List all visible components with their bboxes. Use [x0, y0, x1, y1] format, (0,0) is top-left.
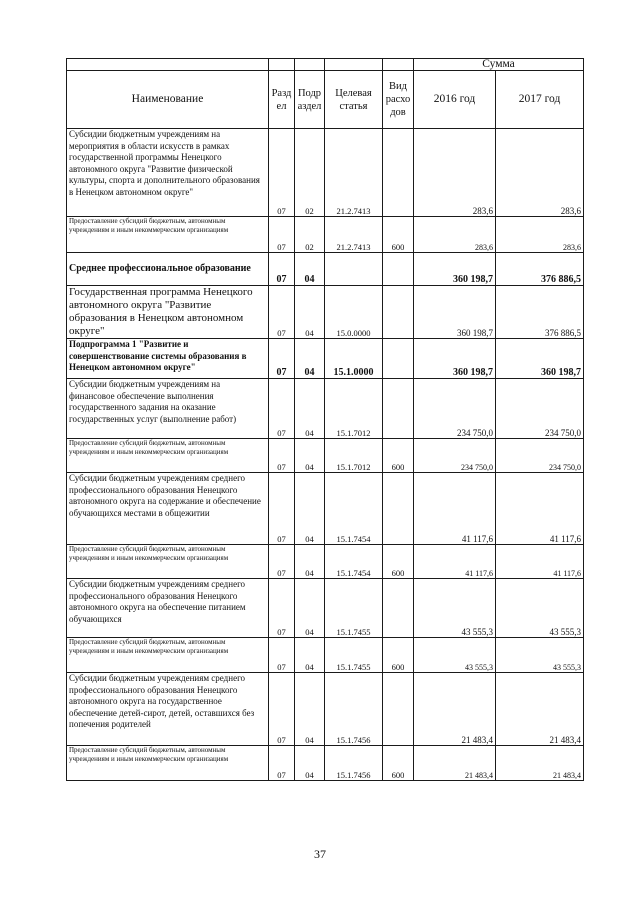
table-row	[67, 379, 584, 439]
row-sum-2017: 234 750,0	[496, 439, 584, 473]
table-row	[67, 673, 584, 746]
row-name: Предоставление субсидий бюджетным, автономным учреждениям и иным некоммерческим организациям	[67, 439, 269, 473]
header-name: Наименование	[67, 71, 269, 129]
row-type	[383, 579, 414, 638]
row-section: 07	[269, 579, 295, 638]
row-target	[325, 253, 383, 286]
row-subsection: 04	[295, 545, 325, 579]
row-sum-2016: 360 198,7	[414, 339, 496, 379]
row-type	[383, 286, 414, 339]
row-sum-2016: 234 750,0	[414, 439, 496, 473]
row-sum-2017: 21 483,4	[496, 746, 584, 781]
row-sum-2017: 43 555,3	[496, 638, 584, 673]
row-section: 07	[269, 473, 295, 545]
row-sum-2016: 41 117,6	[414, 545, 496, 579]
header-type: Вид расхо дов	[383, 71, 414, 129]
row-sum-2016: 360 198,7	[414, 253, 496, 286]
header-subsection: Подр аздел	[295, 71, 325, 129]
row-name: Среднее профессиональное образование	[67, 253, 269, 286]
header-sum: Сумма	[414, 59, 584, 71]
row-name: Субсидии бюджетным учреждениям среднего профессионального образования Ненецкого автономного округа на содержание и обеспечение обучающихся местами в общежитии	[67, 473, 269, 545]
row-target: 21.2.7413	[325, 129, 383, 217]
row-type: 600	[383, 638, 414, 673]
row-sum-2017: 360 198,7	[496, 339, 584, 379]
row-subsection: 04	[295, 473, 325, 545]
table-row	[67, 129, 584, 217]
header-top-target-cell	[325, 59, 383, 71]
row-sum-2017: 21 483,4	[496, 673, 584, 746]
header-year-2016: 2016 год	[414, 71, 496, 129]
header-top-type-cell	[383, 59, 414, 71]
row-sum-2017: 283,6	[496, 217, 584, 253]
header-top-row	[67, 59, 584, 71]
row-subsection: 04	[295, 253, 325, 286]
row-subsection: 04	[295, 673, 325, 746]
row-type	[383, 253, 414, 286]
table-row	[67, 579, 584, 638]
row-section: 07	[269, 129, 295, 217]
row-section: 07	[269, 638, 295, 673]
row-target: 15.1.7454	[325, 473, 383, 545]
header-section: Разд ел	[269, 71, 295, 129]
row-type	[383, 129, 414, 217]
row-subsection: 04	[295, 439, 325, 473]
row-sum-2017: 234 750,0	[496, 379, 584, 439]
row-section: 07	[269, 253, 295, 286]
row-section: 07	[269, 217, 295, 253]
row-sum-2016: 21 483,4	[414, 673, 496, 746]
header-top-subsection-cell	[295, 59, 325, 71]
table-row	[67, 286, 584, 339]
row-name: Субсидии бюджетным учреждениям на мероприятия в области искусств в рамках государственной программы Ненецкого автономного округа "Развитие физической культуры, спорта и дополнительного образования в Ненецком автономном округе"	[67, 129, 269, 217]
row-section: 07	[269, 673, 295, 746]
row-name: Субсидии бюджетным учреждениям на финансовое обеспечение выполнения государственного задания на оказание государственных услуг (выполнение работ)	[67, 379, 269, 439]
row-target: 15.1.7455	[325, 638, 383, 673]
row-sum-2016: 283,6	[414, 129, 496, 217]
budget-table	[66, 58, 584, 781]
row-subsection: 02	[295, 217, 325, 253]
row-section: 07	[269, 379, 295, 439]
row-type: 600	[383, 545, 414, 579]
row-sum-2017: 41 117,6	[496, 545, 584, 579]
table-row	[67, 746, 584, 781]
row-section: 07	[269, 545, 295, 579]
table-row	[67, 638, 584, 673]
row-type	[383, 673, 414, 746]
page-number: 37	[314, 847, 326, 861]
row-name: Предоставление субсидий бюджетным, автономным учреждениям и иным некоммерческим организациям	[67, 545, 269, 579]
row-name: Предоставление субсидий бюджетным, автономным учреждениям и иным некоммерческим организациям	[67, 746, 269, 781]
row-sum-2017: 41 117,6	[496, 473, 584, 545]
row-type	[383, 473, 414, 545]
row-section: 07	[269, 439, 295, 473]
row-sum-2017: 376 886,5	[496, 286, 584, 339]
row-target: 15.1.7455	[325, 579, 383, 638]
row-type: 600	[383, 217, 414, 253]
row-section: 07	[269, 746, 295, 781]
table-row	[67, 339, 584, 379]
row-sum-2017: 43 555,3	[496, 579, 584, 638]
row-sum-2017: 376 886,5	[496, 253, 584, 286]
row-target: 15.1.7456	[325, 746, 383, 781]
header-top-name-cell	[67, 59, 269, 71]
row-target: 15.1.7012	[325, 439, 383, 473]
row-section: 07	[269, 286, 295, 339]
row-subsection: 04	[295, 339, 325, 379]
row-target: 15.1.7012	[325, 379, 383, 439]
row-subsection: 04	[295, 379, 325, 439]
row-name: Субсидии бюджетным учреждениям среднего профессионального образования Ненецкого автономного округа на государственное обеспечение детей-сирот, детей, оставшихся без попечения родителей	[67, 673, 269, 746]
row-sum-2016: 360 198,7	[414, 286, 496, 339]
row-target: 15.1.7456	[325, 673, 383, 746]
row-name: Предоставление субсидий бюджетным, автономным учреждениям и иным некоммерческим организациям	[67, 638, 269, 673]
table-row	[67, 439, 584, 473]
row-section: 07	[269, 339, 295, 379]
row-name: Подпрограмма 1 "Развитие и совершенствование системы образования в Ненецком автономном округе"	[67, 339, 269, 379]
row-sum-2016: 43 555,3	[414, 638, 496, 673]
row-sum-2016: 283,6	[414, 217, 496, 253]
row-name: Государственная программа Ненецкого автономного округа "Развитие образования в Ненецком автономном округе"	[67, 286, 269, 339]
row-target: 15.1.0000	[325, 339, 383, 379]
row-subsection: 04	[295, 638, 325, 673]
table-row	[67, 473, 584, 545]
header-target: Целевая статья	[325, 71, 383, 129]
header-row	[67, 71, 584, 129]
row-sum-2016: 21 483,4	[414, 746, 496, 781]
row-sum-2017: 283,6	[496, 129, 584, 217]
table-row	[67, 217, 584, 253]
row-type	[383, 379, 414, 439]
row-subsection: 02	[295, 129, 325, 217]
row-subsection: 04	[295, 579, 325, 638]
row-name: Субсидии бюджетным учреждениям среднего профессионального образования Ненецкого автономного округа на обеспечение питанием обучающихся	[67, 579, 269, 638]
row-subsection: 04	[295, 746, 325, 781]
header-top-section-cell	[269, 59, 295, 71]
row-target: 21.2.7413	[325, 217, 383, 253]
row-target: 15.0.0000	[325, 286, 383, 339]
table-row	[67, 253, 584, 286]
row-sum-2016: 41 117,6	[414, 473, 496, 545]
row-type: 600	[383, 439, 414, 473]
header-year-2017: 2017 год	[496, 71, 584, 129]
row-target: 15.1.7454	[325, 545, 383, 579]
row-sum-2016: 43 555,3	[414, 579, 496, 638]
row-type	[383, 339, 414, 379]
table-row	[67, 545, 584, 579]
row-name: Предоставление субсидий бюджетным, автономным учреждениям и иным некоммерческим организациям	[67, 217, 269, 253]
row-subsection: 04	[295, 286, 325, 339]
row-type: 600	[383, 746, 414, 781]
row-sum-2016: 234 750,0	[414, 379, 496, 439]
